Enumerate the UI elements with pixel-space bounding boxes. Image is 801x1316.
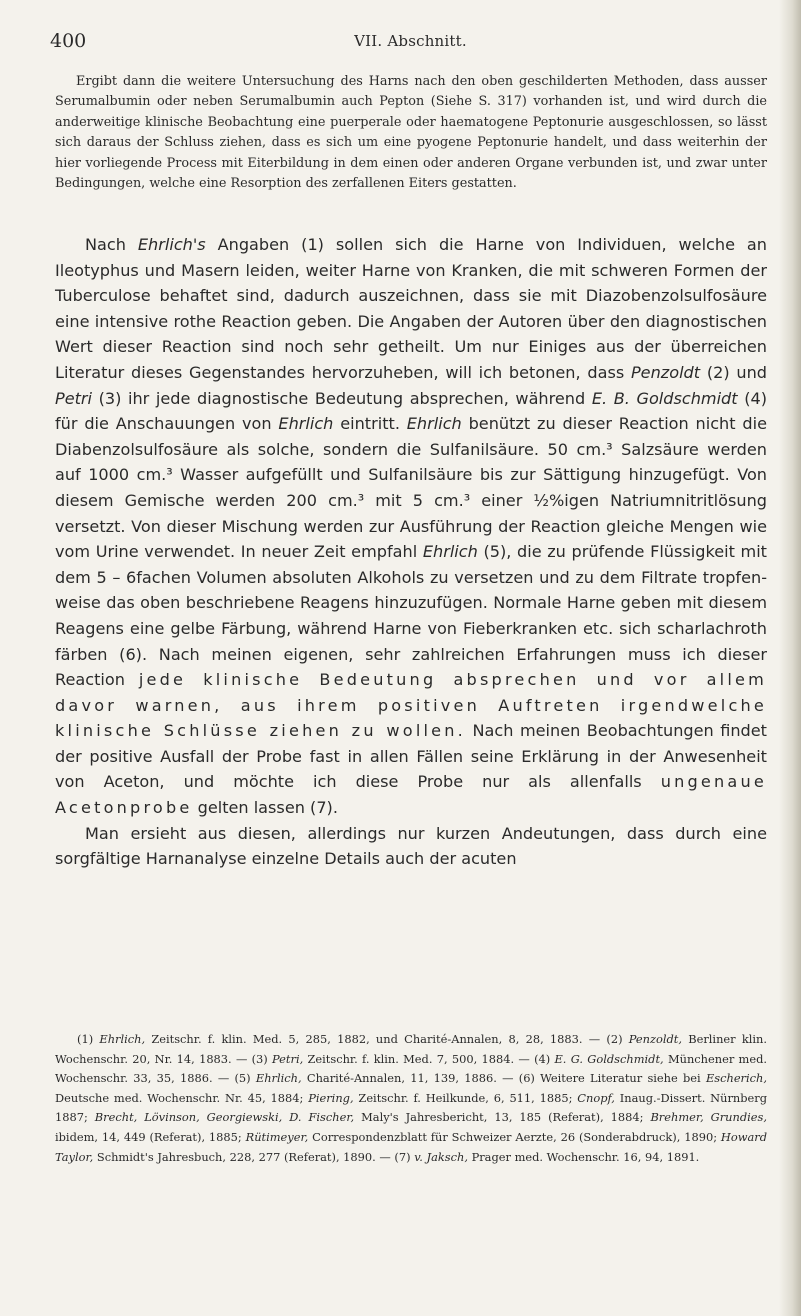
paragraph-ehrlich-reaction: Nach Ehrlich's Angaben (1) sollen sich die Harne von Individuen, welche an Ileotyphus und Masern leiden, weiter Harne von Kranken, die mit schweren Formen der Tuberculose behaftet sind, dadurch auszeichnen, dass sie mit Diazobenzolsulfosäure eine intensive rothe Reaction geben. Die Angaben der Autoren über den diagnostischen Wert dieser Reaction sind noch sehr getheilt. Um nur Einiges aus der überreichen Literatur dieses Gegenstandes hervorzuheben, will ich betonen, dass Penzoldt (2) und Petri (3) ihr jede diagnostische Bedeutung absprechen, während E. B. Goldschmidt (4) für die Anschauungen von Ehrlich eintritt. Ehrlich benützt zu dieser Reaction nicht die Diabenzolsulfosäure als solche, sondern die Sulfanilsäure. 50 cm.³ Salzsäure werden auf 1000 cm.³ Wasser aufgefüllt und Sulfanilsäure bis zur Sättigung hinzugefügt. Von diesem Gemische werden 200 cm.³ mit 5 cm.³ einer ½%igen Natriumnitritlösung versetzt. Von dieser Mischung werden zur Ausführung der Reaction gleiche Mengen wie vom Urine verwendet. In neuer Zeit empfahl Ehrlich (5), die zu prüfende Flüssigkeit mit dem 5 – 6fachen Volumen absoluten Alkohols zu versetzen und zu dem Filtrate tropfenweise das oben beschriebene Reagens hinzuzufügen. Normale Harne geben mit diesem Reagens eine gelbe Färbung, während Harne von Fieberkranken etc. sich scharlachroth färben (6). Nach meinen eigenen, sehr zahlreichen Erfahrungen muss ich dieser Reaction jede klinische Bedeutung absprechen und vor allem davor warnen, aus ihrem positiven Auftreten irgendwelche klinische Schlüsse ziehen zu wollen. Nach meinen Beobachtungen findet der positive Ausfall der Probe fast in allen Fällen seine Erklärung in der Anwesenheit von Aceton, und möchte ich diese Probe nur als allenfalls ungenaue Acetonprobe gelten lassen (7).	[55, 235, 767, 818]
author-name: E. B. Goldschmidt	[591, 388, 738, 408]
author-name: Ehrlich	[406, 414, 462, 434]
small-print-paragraph: Ergibt dann die weitere Untersuchung des Harns nach den oben geschilderten Methoden, dass ausser Serumalbumin oder neben Serumalbumin auch Pepton (Siehe S. 317) vorhanden ist, und wird durch die anderweitige klinische Beobachtung eine puerperale oder haematogene Peptonurie ausgeschlossen, so lässt sich daraus der Schluss ziehen, dass es sich um eine pyogene Peptonurie handelt, und dass weiterhin der hier vorliegende Process mit Eiterbildung in dem einen oder anderen Organe verbunden ist, und zwar unter Bedingungen, welche eine Resorption des zerfallenen Eiters gestatten.	[55, 74, 767, 192]
emphasized-text: ungenaue Acetonprobe	[55, 772, 767, 818]
author-name: Petri	[55, 388, 93, 408]
page-number: 400	[50, 30, 87, 52]
author-name: Ehrlich	[278, 414, 334, 434]
author-name: Ehrlich	[422, 542, 478, 562]
author-name: Penzoldt	[630, 362, 701, 382]
section-title: VII. Abschnitt.	[354, 32, 467, 50]
running-header	[50, 30, 771, 54]
footnotes: (1) Ehrlich, Zeitschr. f. klin. Med. 5, 285, 1882, und Charité-Annalen, 8, 28, 1883. — (2) Penzoldt, Berliner klin. Wochenschr. 20, Nr. 14, 1883. — (3) Petri, Zeitschr. f. klin. Med. 7, 500, 1884. — (4) E. G. Goldschmidt, Münchener med. Wochenschr. 33, 35, 1886. — (5) Ehrlich, Charité-Annalen, 11, 139, 1886. — (6) Weitere Literatur siehe bei Escherich, Deutsche med. Wochenschr. Nr. 45, 1884; Piering, Zeitschr. f. Heilkunde, 6, 511, 1885; Cnopf, Inaug.-Dissert. Nürnberg 1887; Brecht, Lövinson, Georgiewski, D. Fischer, Maly's Jahresbericht, 13, 185 (Referat), 1884; Brehmer, Grundies, ibidem, 14, 449 (Referat), 1885; Rütimeyer, Correspondenzblatt für Schweizer Aerzte, 26 (Sonderabdruck), 1890; Howard Taylor, Schmidt's Jahresbuch, 228, 277 (Referat), 1890. — (7) v. Jaksch, Prager med. Wochenschr. 16, 94, 1891.	[55, 1032, 767, 1164]
author-name: Ehrlich's	[137, 235, 206, 254]
emphasized-text: jede klinische Bedeutung absprechen und vor allem davor warnen, aus ihrem positiven Auftreten irgendwelche klinische Schlüsse ziehen zu wollen.	[55, 670, 767, 741]
main-text	[55, 232, 767, 872]
paragraph-conclusion: Man ersieht aus diesen, allerdings nur kurzen Andeutungen, dass durch eine sorgfältige Harnanalyse einzelne Details auch der acuten	[55, 823, 767, 869]
page-edge-shadow	[779, 0, 801, 1316]
